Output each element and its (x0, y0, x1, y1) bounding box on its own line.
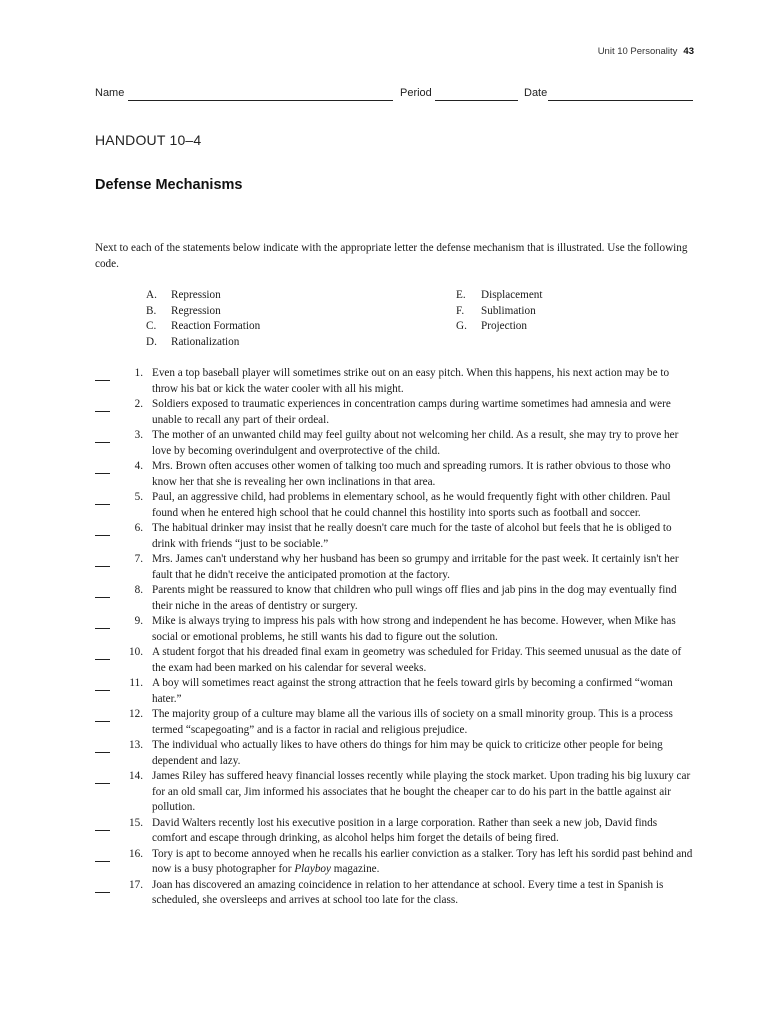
statement-item: 10. A student forgot that his dreaded final exam in geometry was scheduled for Friday. This seemed unusual as the date of the exam had been marked on his calendar for several weeks. (95, 645, 695, 676)
code-item: F. Sublimation (456, 304, 536, 317)
answer-blank[interactable] (95, 405, 110, 412)
name-label: Name (95, 87, 125, 99)
answer-blank[interactable] (95, 374, 110, 381)
answer-blank[interactable] (95, 436, 110, 443)
page-number: 43 (683, 46, 694, 57)
answer-blank[interactable] (95, 855, 110, 862)
running-head (598, 46, 694, 57)
statement-item: 9. Mike is always trying to impress his pals with how strong and independent he has become. However, when Mike has social or emotional problems, he still wants his dad to figure out the solution. (95, 614, 695, 645)
statement-item: 1. Even a top baseball player will sometimes strike out on an easy pitch. When this happens, his next action may be to throw his bat or kick the water cooler with all his might. (95, 366, 695, 397)
statement-item: 8. Parents might be reassured to know that children who pull wings off flies and jab pins in the dog may eventually find their niche in the areas of dentistry or surgery. (95, 583, 695, 614)
statement-item: 6. The habitual drinker may insist that he really doesn't care much for the taste of alcohol but feels that he is obliged to drink with friends “just to be sociable.” (95, 521, 695, 552)
statement-item: 17. Joan has discovered an amazing coincidence in relation to her attendance at school. Every time a test in Spanish is scheduled, she oversleeps and arrives at school too late for the class. (95, 878, 695, 909)
date-label: Date (524, 87, 548, 99)
code-item: B. Regression (146, 304, 221, 317)
statement-item: 13. The individual who actually likes to have others do things for him may be quick to criticize other people for being dependent and lazy. (95, 738, 695, 769)
statement-item: 3. The mother of an unwanted child may feel guilty about not welcoming her child. As a result, she may try to prove her love by becoming overindulgent and overprotective of the child. (95, 428, 695, 459)
answer-blank[interactable] (95, 529, 110, 536)
code-item: C. Reaction Formation (146, 320, 261, 332)
running-head-text: Unit 10 Personality (597, 46, 678, 57)
answer-blank[interactable] (95, 684, 110, 691)
period-field[interactable] (435, 100, 518, 101)
answer-blank[interactable] (95, 653, 110, 660)
code-item: G. Projection (456, 320, 527, 332)
answer-blank[interactable] (95, 591, 110, 598)
defense-mechanism-code-list (146, 288, 606, 352)
date-field[interactable] (548, 100, 693, 101)
answer-blank[interactable] (95, 467, 110, 474)
statement-item: 16. Tory is apt to become annoyed when he recalls his earlier conviction as a stalker. Tory has left his sordid past behind and now is a busy photographer for Playboy magazine. (95, 847, 695, 878)
code-item: D. Rationalization (146, 335, 240, 348)
statement-item: 14. James Riley has suffered heavy financial losses recently while playing the stock market. Upon trading his big luxury car for an old small car, Jim informed his associates that he bought the cheaper car to do his part in the battle against air pollution. (95, 769, 695, 816)
answer-blank[interactable] (95, 715, 110, 722)
name-field[interactable] (128, 100, 393, 101)
statement-item: 11. A boy will sometimes react against the strong attraction that he feels toward girls by becoming a confirmed “woman hater.” (95, 676, 695, 707)
handout-label: HANDOUT 10–4 (95, 132, 202, 148)
statement-list (95, 366, 695, 909)
code-item: A. Repression (146, 289, 221, 301)
statement-item: 7. Mrs. James can't understand why her husband has been so grumpy and irritable for the past week. It certainly isn't her fault that he didn't receive the anticipated promotion at the factory. (95, 552, 695, 583)
answer-blank[interactable] (95, 498, 110, 505)
magazine-title: Playboy (294, 863, 331, 875)
answer-blank[interactable] (95, 824, 110, 831)
page-title: Defense Mechanisms (95, 177, 243, 193)
answer-blank[interactable] (95, 746, 110, 753)
answer-blank[interactable] (95, 886, 110, 893)
statement-item: 15. David Walters recently lost his executive position in a large corporation. Rather than seek a new job, David finds comfort and escape through drinking, as alcohol helps him forget the details of being fired. (95, 816, 695, 847)
statement-item: 2. Soldiers exposed to traumatic experiences in concentration camps during wartime sometimes had amnesia and were unable to recall any part of their ordeal. (95, 397, 695, 428)
answer-blank[interactable] (95, 777, 110, 784)
student-info-fields (95, 87, 693, 103)
statement-item: 5. Paul, an aggressive child, had problems in elementary school, as he would frequently fight with other children. Paul found when he entered high school that he could channel this hostility into sports such as football and soccer. (95, 490, 695, 521)
period-label: Period (400, 87, 432, 99)
answer-blank[interactable] (95, 622, 110, 629)
answer-blank[interactable] (95, 560, 110, 567)
instructions: Next to each of the statements below indicate with the appropriate letter the defense mechanism that is illustrated. Use the following code. (95, 242, 688, 270)
statement-item: 4. Mrs. Brown often accuses other women of talking too much and spreading rumors. It is rather obvious to those who know her that she is revealing her own inclinations in that area. (95, 459, 695, 490)
code-item: E. Displacement (456, 289, 543, 301)
statement-item: 12. The majority group of a culture may blame all the various ills of society on a small minority group. This is a process termed “scapegoating” and is a factor in racial and religious prejudice. (95, 707, 695, 738)
